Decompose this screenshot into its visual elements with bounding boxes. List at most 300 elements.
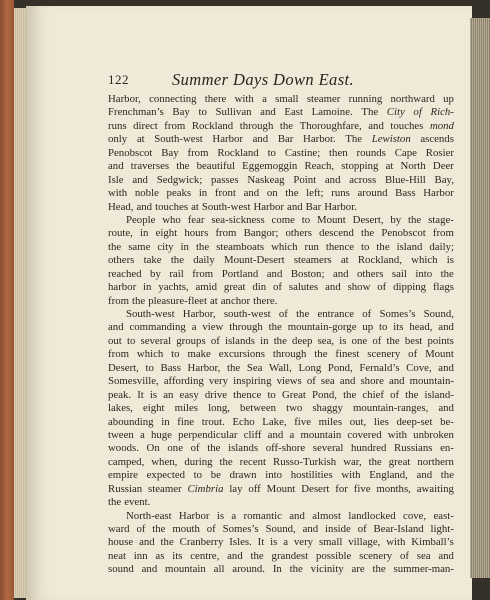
word: drawn — [229, 469, 257, 482]
word: passes — [211, 173, 239, 186]
word: grandest — [271, 549, 309, 562]
word: recent — [239, 455, 267, 468]
word: of — [206, 523, 216, 535]
word: Penobscot — [381, 227, 426, 240]
word: Bay — [172, 106, 190, 119]
word: city — [157, 240, 174, 253]
word: event. — [124, 496, 151, 509]
word: sea — [416, 549, 431, 562]
text-line — [108, 375, 454, 388]
word: of — [190, 442, 200, 455]
word: war, — [343, 455, 362, 468]
word: scenery — [367, 348, 401, 361]
word: thence — [233, 388, 262, 401]
word: stopping — [341, 160, 379, 173]
word: and — [267, 428, 284, 441]
word: and — [302, 523, 319, 535]
word: for — [335, 482, 348, 495]
word: cove, — [403, 509, 427, 522]
word: mountain — [300, 428, 342, 441]
word: miles — [318, 415, 343, 428]
page-header — [108, 72, 448, 90]
word: is — [270, 536, 278, 549]
text-line — [108, 335, 454, 348]
word: awaiting — [416, 482, 454, 495]
word: deep — [292, 334, 313, 347]
word: covered — [347, 428, 382, 441]
word: route, — [108, 227, 133, 240]
word: woods. — [108, 442, 139, 455]
word: connecting — [149, 93, 197, 105]
word: through — [239, 119, 274, 132]
word: harbor — [108, 281, 137, 294]
word: touches — [390, 119, 424, 132]
word: and — [243, 187, 260, 200]
text-line — [108, 295, 454, 308]
word: dipping — [393, 281, 427, 294]
word: Russian — [108, 482, 143, 495]
word: and — [332, 267, 349, 280]
word: scenery — [359, 549, 393, 562]
word: by — [390, 213, 402, 226]
word: to — [267, 388, 276, 401]
word: It — [257, 536, 265, 549]
word: Lake, — [262, 415, 287, 428]
word: hostilities — [290, 469, 333, 482]
word: Sullivan — [215, 106, 252, 119]
word: Mount-Desert — [224, 254, 285, 267]
word: south-west — [223, 308, 271, 320]
word: make — [187, 348, 211, 361]
word: Somesville, — [108, 375, 159, 388]
word: at — [385, 160, 394, 173]
text-line — [108, 93, 454, 106]
word: Isles. — [229, 536, 252, 549]
word: Rockland, — [357, 254, 402, 267]
word: The — [345, 133, 363, 146]
word: Harbor — [212, 133, 243, 146]
word: from — [164, 119, 186, 132]
word: din — [252, 281, 267, 294]
word: its — [172, 549, 183, 562]
word: is — [149, 388, 158, 401]
word: eight — [155, 227, 178, 240]
word: into — [265, 469, 283, 482]
word: hundred — [351, 442, 387, 455]
word: Deer — [432, 160, 454, 173]
word: at — [209, 294, 218, 307]
text-line — [108, 483, 454, 496]
text-line — [108, 227, 454, 240]
word: of — [306, 375, 316, 388]
word: inn — [133, 549, 148, 562]
word: the — [108, 240, 122, 253]
word: five — [294, 415, 311, 428]
word: only — [108, 133, 128, 146]
word: Rockland — [191, 119, 234, 132]
word: Somes’s — [379, 308, 416, 320]
word: Rich- — [430, 106, 454, 119]
word: views — [276, 375, 302, 388]
word: at — [136, 133, 145, 146]
word: The — [361, 106, 379, 119]
word: in — [180, 240, 189, 253]
word: beautiful — [196, 160, 235, 173]
text-line — [108, 268, 454, 281]
word: Bear-Island — [373, 523, 424, 535]
word: Pond, — [327, 361, 353, 374]
word: to — [267, 146, 276, 159]
word: descend — [319, 227, 354, 240]
word: and — [108, 321, 124, 334]
word: en- — [440, 442, 454, 455]
word: two — [286, 402, 303, 415]
word: Bay — [161, 146, 179, 159]
word: Mount — [266, 482, 296, 495]
word: Harbor, — [187, 361, 221, 374]
word: several — [140, 334, 172, 347]
word: come — [271, 213, 295, 226]
word: sea — [320, 375, 335, 388]
word: Portland — [221, 267, 259, 280]
word: inside — [325, 523, 351, 535]
word: off-shore — [265, 442, 306, 455]
word: Russo-Turkish — [273, 455, 337, 468]
word: of — [273, 281, 283, 294]
word: islands — [228, 442, 259, 455]
running-title: Summer Days Down East. — [172, 70, 355, 89]
word: Cranberry — [179, 536, 224, 549]
word: People — [126, 213, 156, 226]
word: entrance — [317, 308, 355, 320]
word: is — [446, 254, 454, 267]
word: out — [108, 334, 122, 347]
word: Bar — [277, 133, 294, 146]
word: fear — [187, 213, 205, 226]
word: finest — [335, 348, 360, 361]
word: summer-man- — [393, 563, 454, 576]
word: through — [272, 348, 307, 361]
word: then — [329, 146, 348, 159]
word: with — [387, 428, 407, 441]
word: run — [304, 240, 319, 253]
word: the — [408, 213, 422, 226]
word: great — [223, 281, 246, 294]
word: up — [443, 93, 454, 105]
word: one — [351, 334, 368, 347]
word: the — [268, 321, 282, 334]
word: Fernald’s — [359, 361, 400, 374]
word: five — [353, 482, 371, 495]
word: across — [349, 173, 377, 186]
word: best — [404, 334, 423, 347]
word: with — [234, 93, 254, 105]
word: its — [393, 321, 404, 334]
word: Castine; — [284, 146, 321, 159]
word: which — [411, 254, 438, 267]
word: several — [312, 442, 344, 455]
word: Blue-Hill — [384, 173, 426, 186]
text-line — [108, 563, 454, 576]
word: and — [141, 563, 158, 576]
word: by — [150, 267, 161, 280]
word: from — [108, 348, 129, 361]
text-line — [108, 214, 454, 227]
word: from — [215, 227, 237, 240]
word: amid — [195, 281, 218, 294]
word: and — [438, 321, 454, 334]
word: groups — [176, 334, 206, 347]
word: North-east — [126, 509, 172, 522]
word: the — [376, 240, 390, 253]
word: from — [432, 227, 454, 240]
text-line — [108, 147, 454, 160]
word: sound — [108, 563, 134, 576]
word: Reach, — [304, 160, 335, 173]
word: left; — [306, 187, 324, 200]
word: thence — [325, 240, 355, 253]
word: of — [357, 523, 367, 535]
word: deep-set — [396, 415, 433, 428]
word: lay — [229, 482, 243, 495]
word: be- — [440, 415, 454, 428]
word: all — [213, 563, 225, 576]
word: Head, — [108, 200, 134, 213]
word: and — [132, 173, 148, 186]
word: on — [266, 187, 278, 200]
text-line — [108, 174, 454, 187]
word: Boston; — [290, 267, 325, 280]
word: Bar — [305, 200, 322, 213]
word: miles — [174, 402, 199, 415]
word: in — [260, 334, 269, 347]
word: drive — [204, 388, 228, 401]
word: there — [204, 93, 227, 105]
word: and — [324, 173, 341, 186]
word: around — [357, 187, 388, 200]
word: the — [372, 563, 386, 576]
word: flags — [432, 281, 454, 294]
word: the — [152, 523, 166, 535]
word: islands — [224, 334, 255, 347]
word: up — [362, 321, 374, 334]
word: Thoroughfare, — [299, 119, 362, 132]
word: the — [386, 334, 400, 347]
word: peaks — [166, 187, 192, 200]
word: points — [427, 334, 454, 347]
text-line — [108, 241, 454, 254]
word: South-west — [126, 308, 175, 320]
word: shaggy — [312, 402, 343, 415]
word: expected — [146, 469, 186, 482]
word: when, — [151, 455, 178, 468]
word: the — [170, 254, 185, 267]
word: Point — [293, 173, 317, 186]
word: fine — [177, 415, 195, 428]
word: house — [108, 536, 134, 549]
word: daily — [193, 254, 215, 267]
word: Cimbria — [187, 482, 224, 495]
word: the — [296, 308, 310, 320]
word: a — [283, 536, 289, 549]
word: is — [216, 509, 225, 522]
text-line — [108, 550, 454, 563]
word: shore — [360, 375, 384, 388]
word: is — [339, 334, 347, 347]
word: a — [231, 509, 237, 522]
text-line — [108, 187, 454, 200]
word: with — [341, 469, 361, 482]
word: mond — [429, 119, 454, 132]
word: Eggemoggin — [242, 160, 298, 173]
word: of — [408, 348, 418, 361]
word: easy — [179, 388, 199, 401]
word: noble — [134, 187, 159, 200]
word: Desert, — [352, 213, 384, 226]
word: South-west — [201, 200, 251, 213]
page-number: 122 — [108, 72, 129, 87]
word: the — [440, 267, 454, 280]
word: and — [260, 106, 276, 119]
word: possible — [315, 549, 352, 562]
word: Bass — [395, 187, 416, 200]
word: are — [351, 563, 365, 576]
word: to — [379, 321, 388, 334]
word: of — [399, 549, 409, 562]
text-line — [108, 321, 454, 334]
text-line — [108, 536, 454, 549]
word: through — [229, 321, 263, 334]
word: mouth — [172, 523, 200, 535]
word: a — [289, 428, 295, 441]
word: In — [272, 563, 282, 576]
word: village, — [348, 536, 381, 549]
word: huge — [150, 428, 172, 441]
text-line — [108, 442, 454, 455]
text-line — [108, 308, 454, 321]
word: affording — [163, 375, 204, 388]
word: to — [145, 361, 154, 374]
word: between — [240, 402, 277, 415]
word: Harbor, — [182, 308, 216, 320]
word: of — [377, 281, 387, 294]
word: one — [167, 442, 183, 455]
word: Bass — [160, 361, 181, 374]
word: anchor — [220, 294, 251, 307]
word: Sea — [246, 361, 263, 374]
word: mountain- — [409, 375, 454, 388]
word: and — [252, 133, 269, 146]
word: others — [357, 267, 384, 280]
word: the — [250, 549, 264, 562]
word: neat — [108, 549, 126, 562]
text-line — [108, 281, 454, 294]
word: northward — [390, 93, 435, 105]
word: the — [219, 455, 233, 468]
text-line — [108, 496, 454, 509]
word: eight — [142, 402, 165, 415]
word: the — [440, 469, 454, 482]
word: running — [348, 93, 383, 105]
word: which — [271, 240, 298, 253]
word: and — [108, 160, 124, 173]
word: Echo — [232, 415, 255, 428]
book-cover-edge — [0, 0, 14, 600]
text-line — [108, 254, 454, 267]
word: lies — [373, 415, 389, 428]
word: in — [161, 415, 170, 428]
word: Lewiston — [371, 133, 411, 146]
text-line — [108, 389, 454, 402]
word: and — [227, 549, 243, 562]
word: traverses — [130, 160, 170, 173]
word: and — [136, 200, 153, 213]
word: runs — [108, 119, 127, 132]
word: mountain — [165, 563, 206, 576]
word: be — [210, 469, 221, 482]
word: head, — [409, 321, 433, 334]
word: Lamoine. — [311, 106, 353, 119]
word: the — [195, 240, 210, 253]
word: to — [126, 334, 136, 347]
word: great — [388, 455, 411, 468]
word: to — [361, 240, 370, 253]
text-line — [108, 106, 454, 119]
word: around. — [232, 563, 265, 576]
word: Sound, — [423, 308, 454, 320]
word: and — [368, 119, 384, 132]
word: at — [191, 200, 199, 213]
word: there. — [253, 294, 278, 307]
word: others — [108, 254, 135, 267]
word: England, — [369, 469, 408, 482]
word: small — [275, 93, 299, 105]
word: the — [273, 334, 287, 347]
word: in — [140, 227, 149, 240]
word: long, — [208, 402, 230, 415]
word: in — [143, 281, 152, 294]
word: a — [191, 321, 197, 334]
word: tween — [108, 428, 134, 441]
word: of — [362, 308, 372, 320]
word: It — [137, 388, 144, 401]
word: the — [207, 442, 221, 455]
word: which — [136, 348, 164, 361]
word: very — [208, 375, 229, 388]
word: daily; — [429, 240, 454, 253]
word: front — [214, 187, 236, 200]
word: Somes’s — [222, 523, 259, 535]
word: Cove, — [406, 361, 432, 374]
word: of — [210, 334, 220, 347]
word: to — [198, 106, 207, 119]
word: of — [278, 308, 288, 320]
word: Harbor, — [108, 93, 141, 105]
word: very — [293, 536, 314, 549]
word: to — [193, 469, 203, 482]
word: off — [248, 482, 261, 495]
word: show — [347, 281, 371, 294]
word: steamer — [306, 93, 341, 105]
word: rail — [169, 267, 184, 280]
word: hours — [184, 227, 209, 240]
word: others — [285, 227, 312, 240]
word: Harbor — [423, 187, 454, 200]
word: of — [390, 388, 400, 401]
word: landlocked — [348, 509, 396, 522]
word: unbroken — [413, 428, 454, 441]
word: and — [266, 267, 283, 280]
